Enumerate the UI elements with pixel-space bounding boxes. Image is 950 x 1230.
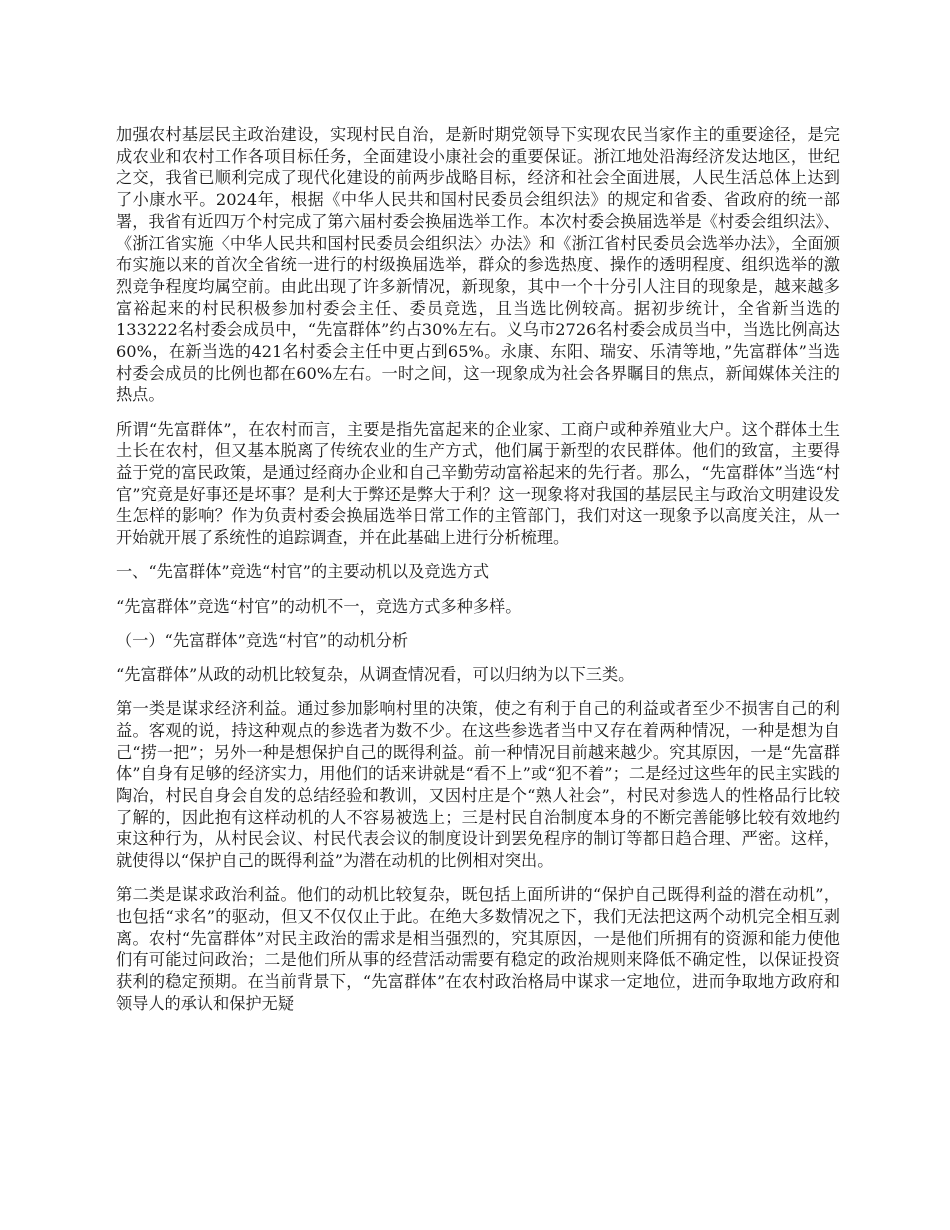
paragraph-definition: 所谓“先富群体”，在农村而言，主要是指先富起来的企业家、工商户或种养殖业大户。这个群体土生土长在农村，但又基本脱离了传统农业的生产方式，他们属于新型的农民群体。他们的致富，主要得益于党的富民政策，是通过经商办企业和自己辛勤劳动富裕起来的先行者。那么，“先富群体”当选“村官”究竟是好事还是坏事？是利大于弊还是弊大于利？这一现象将对我国的基层民主与政治文明建设发生怎样的影响？作为负责村委会换届选举日常工作的主管部门，我们对这一现象予以高度关注，从一开始就开展了系统性的追踪调查，并在此基础上进行分析梳理。 [116, 419, 840, 548]
paragraph-motive-political: 第二类是谋求政治利益。他们的动机比较复杂，既包括上面所讲的“保护自己既得利益的潜在动机”，也包括“求名”的驱动，但又不仅仅止于此。在绝大多数情况之下，我们无法把这两个动机完全相互剥离。农村“先富群体”对民主政治的需求是相当强烈的，究其原因，一是他们所拥有的资源和能力使他们有可能过问政治；二是他们所从事的经营活动需要有稳定的政治规则来降低不确定性，以保证投资获利的稳定预期。在当前背景下，“先富群体”在农村政治格局中谋求一定地位，进而争取地方政府和领导人的承认和保护无疑 [116, 885, 840, 1013]
paragraph-motive-overview: “先富群体”从政的动机比较复杂，从调查情况看，可以归纳为以下三类。 [116, 664, 635, 684]
section-heading-1: 一、“先富群体”竞选“村官”的主要动机以及竞选方式 [116, 562, 490, 582]
paragraph-intro: 加强农村基层民主政治建设，实现村民自治，是新时期党领导下实现农民当家作主的重要途径，是完成农业和农村工作各项目标任务，全面建设小康社会的重要保证。浙江地处沿海经济发达地区，世纪之交，我省已顺利完成了现代化建设的前两步战略目标，经济和社会全面进展，人民生活总体上达到了小康水平。2024年，根据《中华人民共和国村民委员会组织法》的规定和省委、省政府的统一部署，我省有近四万个村完成了第六届村委会换届选举工作。本次村委会换届选举是《村委会组织法》、《浙江省实施〈中华人民共和国村民委员会组织法〉办法》和《浙江省村民委员会选举办法》，全面颁布实施以来的首次全省统一进行的村级换届选举，群众的参选热度、操作的透明程度、组织选举的激烈竞争程度均属空前。由此出现了许多新情况，新现象，其中一个十分引人注目的现象是，越来越多富裕起来的村民积极参加村委会主任、委员竞选，且当选比例较高。据初步统计，全省新当选的133222名村委会成员中，“先富群体”约占30%左右。义乌市2726名村委会成员当中，当选比例高达60%，在新当选的421名村委会主任中更占到65%。永康、东阳、瑞安、乐清等地，”先富群体”当选村委会成员的比例也都在60%左右。一时之间，这一现象成为社会各界瞩目的焦点，新闻媒体关注的热点。 [116, 125, 840, 405]
subsection-heading-1: （一）“先富群体”竞选“村官”的动机分析 [116, 630, 409, 650]
paragraph-motive-economic: 第一类是谋求经济利益。通过参加影响村里的决策，使之有利于自己的利益或者至少不损害自己的利益。客观的说，持这种观点的参选者为数不少。在这些参选者当中又存在着两种情况，一种是想为自己“捞一把”；另外一种是想保护自己的既得利益。前一种情况目前越来越少。究其原因，一是“先富群体”自身有足够的经济实力，用他们的话来讲就是“看不上”或“犯不着”；二是经过这些年的民主实践的陶冶，村民自身会自发的总结经验和教训，又因村庄是个“熟人社会”，村民对参选人的性格品行比较了解的，因此抱有这样动机的人不容易被选上；三是村民自治制度本身的不断完善能够比较有效地约束这种行为，从村民会议、村民代表会议的制度设计到罢免程序的制订等都日趋合理、严密。这样，就使得以“保护自己的既得利益”为潜在动机的比例相对突出。 [116, 699, 840, 871]
document-body [116, 124, 840, 1027]
paragraph-section-summary: “先富群体”竞选“村官”的动机不一，竞选方式多种多样。 [116, 596, 522, 616]
